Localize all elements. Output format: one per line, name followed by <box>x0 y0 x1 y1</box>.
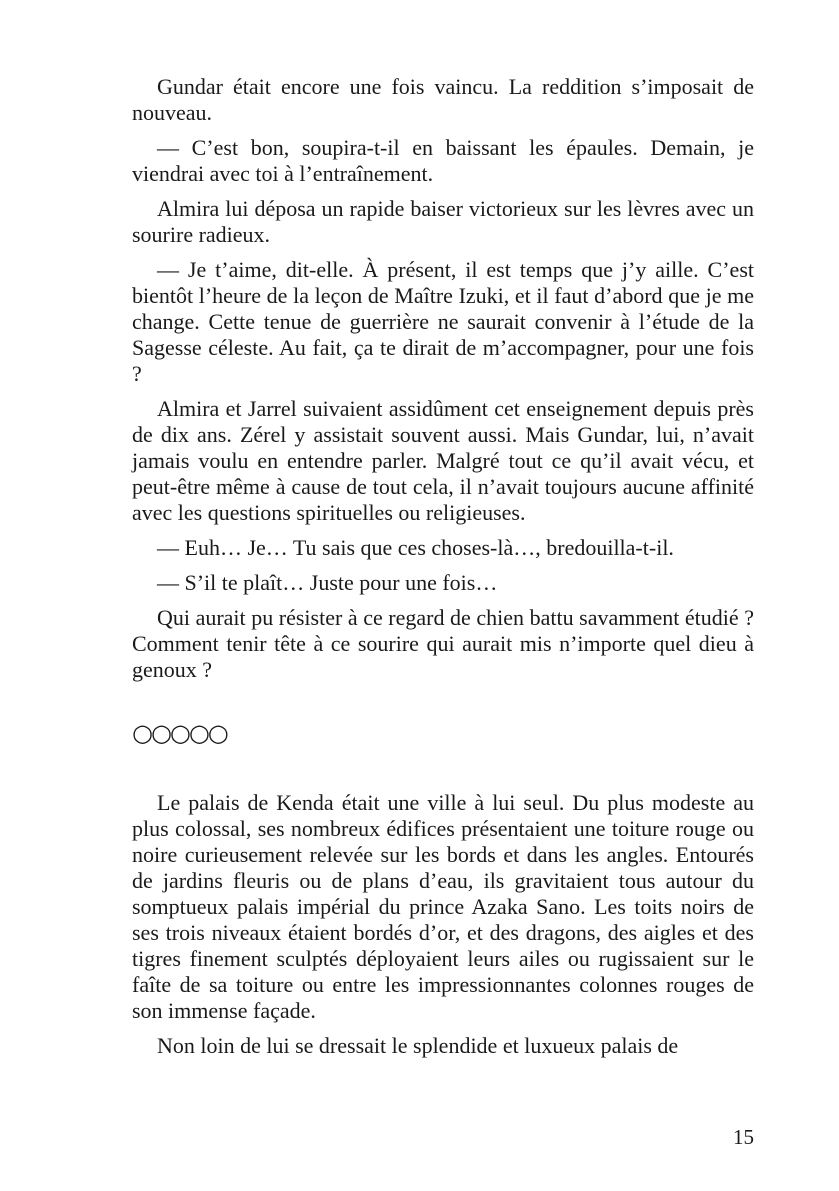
paragraph: Non loin de lui se dressait le splendide et luxueux palais de <box>157 1033 679 1058</box>
page-number: 15 <box>733 1125 754 1149</box>
paragraph: — Euh… Je… Tu sais que ces choses-là…, bredouilla-t-il. <box>157 535 674 560</box>
paragraph: Le palais de Kenda était une ville à lui seul. Du plus modeste au plus colossal, ses nombreux édifices présentaient une toiture rouge ou noire curieusement relevée sur les bords et dans les angles. Entourés de jardins fleuris ou de plans d’eau, ils gravitaient tous autour du somptueux palais impérial du prince Azaka Sano. Les toits noirs de ses trois niveaux étaient bordés d’or, et des dragons, des aigles et des tigres finement sculptés déployaient leurs ailes ou rugissaient sur le faîte de sa toiture ou entre les impressionnantes colonnes rouges de son immense façade. <box>132 790 754 1023</box>
paragraph: — Je t’aime, dit-elle. À présent, il est temps que j’y aille. C’est bientôt l’heure de la leçon de Maître Izuki, et il faut d’abord que je me change. Cette tenue de guerrière ne saurait convenir à l’étude de la Sagesse céleste. Au fait, ça te dirait de m’accompagner, pour une fois ? <box>132 257 754 386</box>
paragraph: — S’il te plaît… Juste pour une fois… <box>157 570 498 595</box>
section-separator: ○○○○○ <box>132 719 227 747</box>
paragraph: Qui aurait pu résister à ce regard de chien battu savamment étudié ? Comment tenir tête à ce sourire qui aurait mis n’importe quel dieu à genoux ? <box>132 605 754 682</box>
paragraph: Almira et Jarrel suivaient assidûment cet enseignement depuis près de dix ans. Zérel y assistait souvent aussi. Mais Gundar, lui, n’avait jamais voulu en entendre parler. Malgré tout ce qu’il avait vécu, et peut-être même à cause de tout cela, il n’avait toujours aucune affinité avec les questions spirituelles ou religieuses. <box>132 396 754 525</box>
paragraph: — C’est bon, soupira-t-il en baissant les épaules. Demain, je viendrai avec toi à l’entraînement. <box>132 135 754 186</box>
page-body-text <box>132 74 754 1068</box>
paragraph: Gundar était encore une fois vaincu. La reddition s’imposait de nouveau. <box>132 74 754 125</box>
paragraph: Almira lui déposa un rapide baiser victorieux sur les lèvres avec un sourire radieux. <box>132 196 754 247</box>
